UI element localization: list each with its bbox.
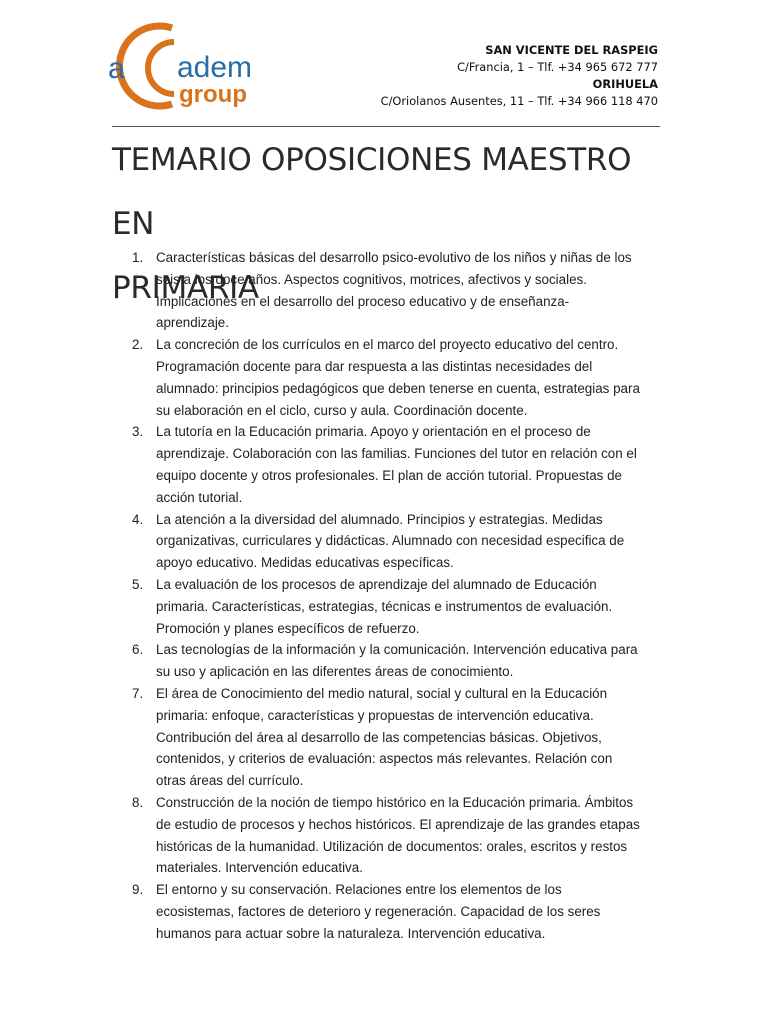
topic-text: La tutoría en la Educación primaria. Apoyo y orientación en el proceso de aprendizaje. Colaboración con las familias. Funciones del tutor en relación con el equipo docente y otros profesionales. El plan de acción tutorial. Propuestas de acción tutorial. [156,424,637,505]
topic-item-2 [112,334,640,421]
contact-address-orihuela: C/Oriolanos Ausentes, 11 – Tlf. +34 966 118 470 [380,94,658,108]
topic-text: El entorno y su conservación. Relaciones entre los elementos de los ecosistemas, factores de deterioro y regeneración. Capacidad de los seres humanos para actuar sobre la naturaleza. Intervención educativa. [156,882,601,941]
topic-text: Construcción de la noción de tiempo histórico en la Educación primaria. Ámbitos de estudio de procesos y hechos históricos. El aprendizaje de las grandes etapas históricas de la humanidad. Utilización de documentos: orales, escritos y restos materiales. Intervención educativa. [156,794,640,876]
topic-item-3 [112,421,640,508]
contact-city-orihuela: ORIHUELA [592,77,658,91]
topic-number: 1. [132,250,144,265]
topic-item-7 [112,683,640,792]
contact-city-san-vicente: SAN VICENTE DEL RASPEIG [485,43,658,57]
topic-number: 9. [132,882,144,898]
topic-text: Características básicas del desarrollo psico-evolutivo de los niños y niñas de los seis a los doce años. Aspectos cognitivos, motrices, afectivos y sociales. Implicaciones en el desarrollo del proceso educativo y de enseñanza-aprendizaje. [156,250,632,331]
topic-number: 7. [132,685,144,701]
topics-list [112,247,640,945]
topic-text: La evaluación de los procesos de aprendizaje del alumnado de Educación primaria. Características, estrategias, técnicas e instrumentos de evaluación. Promoción y planes específicos de refuerzo. [156,576,613,636]
topic-text: Las tecnologías de la información y la comunicación. Intervención educativa para su uso y aplicación en las diferentes áreas de conocimiento. [156,642,638,680]
topic-number: 3. [132,424,144,440]
topic-item-6 [112,639,640,683]
academ-group-logo [108,22,268,110]
topic-text: La atención a la diversidad del alumnado. Principios y estrategias. Medidas organizativas, curriculares y didácticas. Alumnado con necesidad especifica de apoyo educativo. Medidas educativas específicas. [156,511,625,571]
topic-item-5 [112,574,640,639]
logo-word-group: group [179,81,247,108]
page-title-line2: PRIMARIA [112,270,259,306]
contact-info [381,42,658,110]
topic-item-1 [112,247,640,334]
topic-number: 6. [132,642,144,658]
topic-number: 5. [132,576,144,592]
topic-text: El área de Conocimiento del medio natural, social y cultural en la Educación primaria: enfoque, características y propuestas de intervención educativa. Contribución del área al desarrollo de las competencias básicas. Objetivos, contenidos, y criterios de evaluación: aspectos más relevantes. Relación con otras áreas del currículo. [156,685,613,789]
page-title-line1: TEMARIO OPOSICIONES MAESTRO EN [112,142,632,242]
logo-graphic [108,22,268,110]
topic-text: La concreción de los currículos en el marco del proyecto educativo del centro. Programación docente para dar respuesta a las distintas necesidades del alumnado: principios pedagógicos que deben tenerse en cuenta, estrategias para su elaboración en el ciclo, curso y aula. Coordinación docente. [156,337,640,418]
contact-address-san-vicente: C/Francia, 1 – Tlf. +34 965 672 777 [457,60,658,74]
logo-word-adem: adem [177,51,253,84]
topic-number: 8. [132,794,144,810]
logo-letter-a: a [108,52,125,85]
logo-arc-inner [148,42,174,94]
topic-number: 2. [132,337,144,353]
topic-number: 4. [132,511,144,527]
topic-item-4 [112,509,640,574]
topic-item-9 [112,879,640,944]
topic-item-8 [112,792,640,879]
